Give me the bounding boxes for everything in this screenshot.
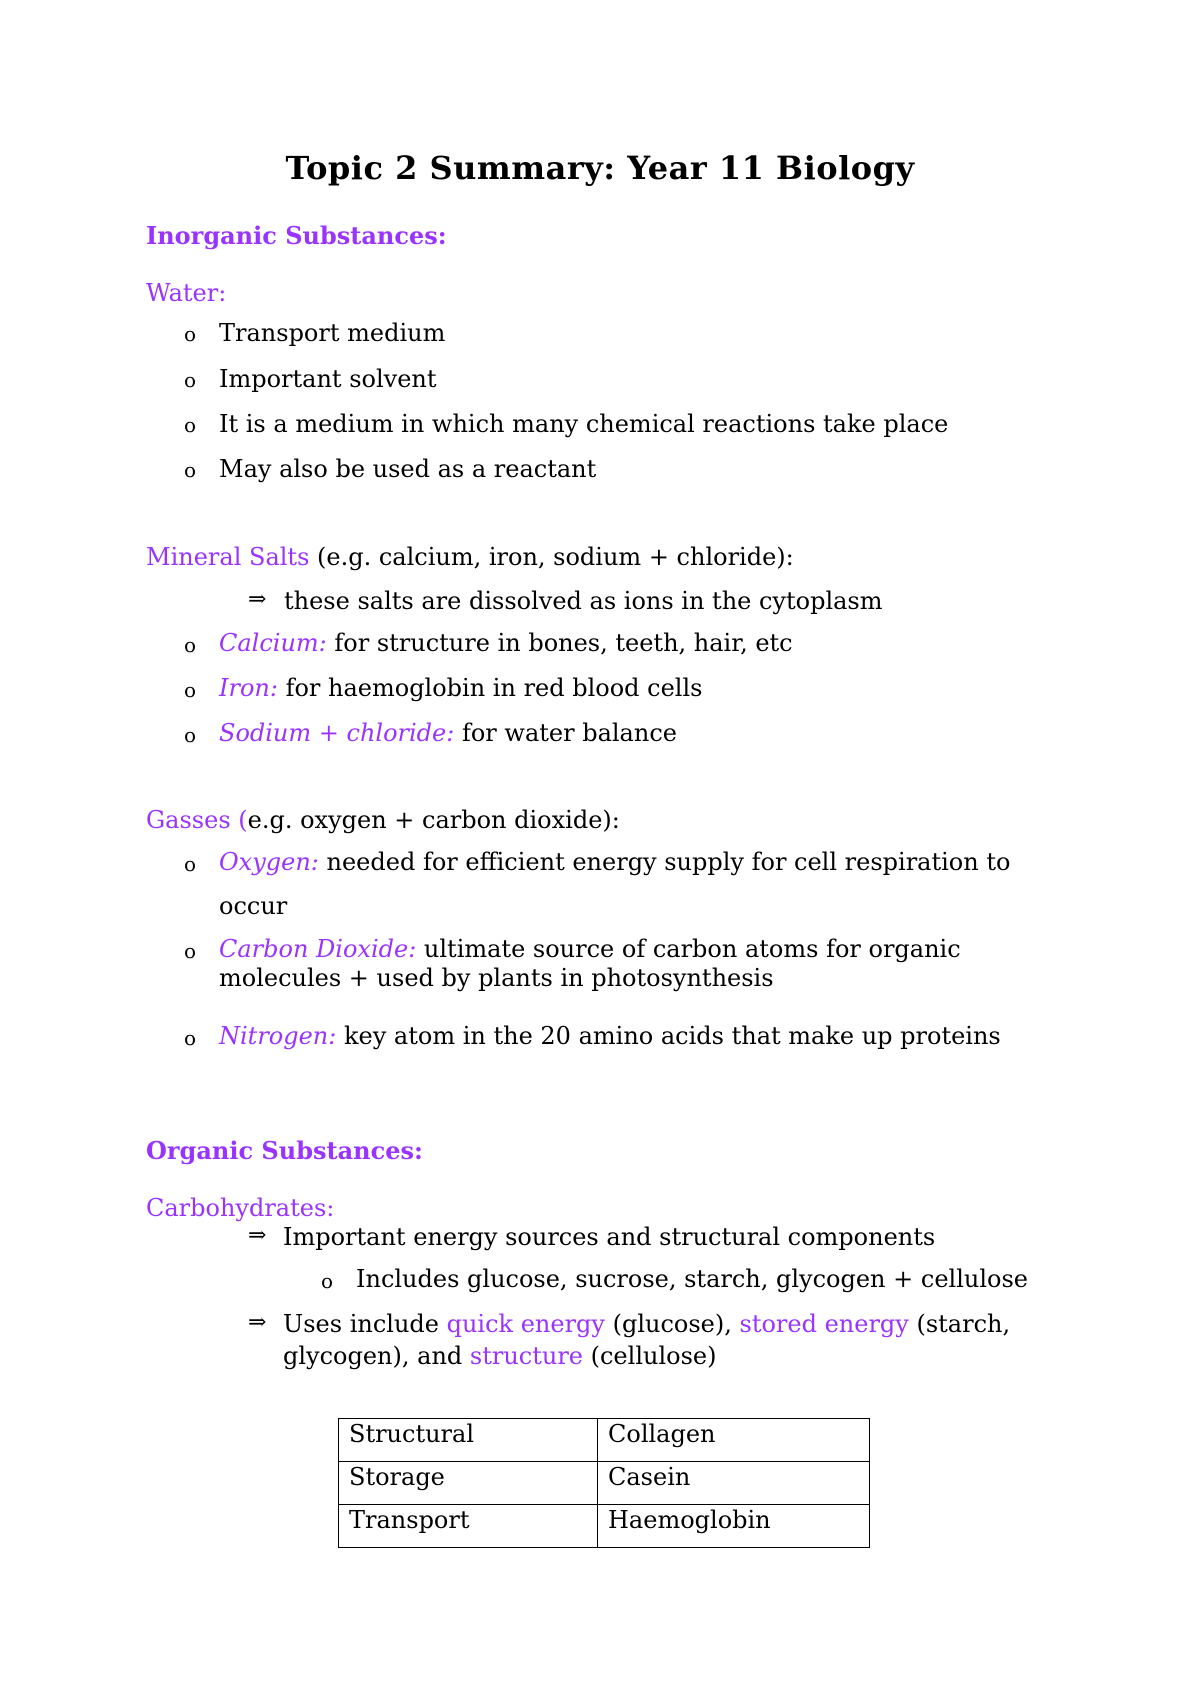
list-item: May also be used as a reactant [219, 455, 597, 483]
text: Uses include [283, 1310, 447, 1338]
table-row [339, 1505, 870, 1548]
definition: key atom in the 20 amino acids that make up proteins [336, 1022, 1001, 1050]
minerals-heading-line [146, 542, 794, 572]
page-title: Topic 2 Summary: Year 11 Biology [285, 149, 915, 187]
highlight: structure [469, 1342, 583, 1370]
term: Nitrogen: [219, 1022, 337, 1050]
carbohydrates-label: Carbohydrates: [146, 1194, 335, 1222]
text: (starch, [908, 1310, 1011, 1338]
arrow-icon: ⇒ [248, 1223, 267, 1248]
arrow-icon: ⇒ [248, 587, 267, 612]
definition: ultimate source of carbon atoms for organic [416, 935, 961, 963]
highlight: stored energy [739, 1310, 909, 1338]
list-item [219, 1021, 1001, 1051]
table-row [339, 1462, 870, 1505]
carbs-note-2 [283, 1309, 1010, 1339]
organic-heading: Organic Substances: [146, 1136, 423, 1165]
definition: for water balance [454, 719, 677, 747]
bullet-icon: o [183, 368, 197, 392]
bullet-icon: o [183, 322, 197, 346]
minerals-label: Mineral Salts [146, 543, 310, 571]
term: Sodium + chloride: [219, 719, 455, 747]
table-cell: Transport [339, 1505, 598, 1548]
bullet-icon: o [183, 852, 197, 876]
list-item: Transport medium [219, 319, 446, 347]
term: Oxygen: [219, 848, 319, 876]
definition: for structure in bones, teeth, hair, etc [326, 629, 793, 657]
bullet-icon: o [183, 413, 197, 437]
definition: for haemoglobin in red blood cells [277, 674, 703, 702]
list-item-continuation: occur [219, 892, 288, 920]
carbs-sub-item: Includes glucose, sucrose, starch, glycogen + cellulose [356, 1265, 1028, 1293]
list-item [219, 673, 702, 703]
bullet-icon: o [183, 633, 197, 657]
carbs-note-1: Important energy sources and structural components [283, 1223, 936, 1251]
bullet-icon: o [183, 723, 197, 747]
minerals-suffix: (e.g. calcium, iron, sodium + chloride): [309, 543, 794, 571]
list-item [219, 718, 677, 748]
list-item: Important solvent [219, 365, 437, 393]
protein-function-table [338, 1418, 870, 1548]
list-item: It is a medium in which many chemical reactions take place [219, 410, 949, 438]
bullet-icon: o [183, 939, 197, 963]
text: (cellulose) [583, 1342, 717, 1370]
table-cell: Storage [339, 1462, 598, 1505]
bullet-icon: o [320, 1269, 334, 1293]
bullet-icon: o [183, 1026, 197, 1050]
gasses-suffix: e.g. oxygen + carbon dioxide): [247, 806, 620, 834]
text: glycogen), and [283, 1342, 470, 1370]
term: Carbon Dioxide: [219, 935, 417, 963]
minerals-note: these salts are dissolved as ions in the cytoplasm [284, 587, 883, 615]
table-row [339, 1419, 870, 1462]
gasses-heading-line [146, 805, 620, 835]
table-cell: Haemoglobin [598, 1505, 870, 1548]
bullet-icon: o [183, 458, 197, 482]
gasses-label: Gasses ( [146, 806, 248, 834]
table-cell: Casein [598, 1462, 870, 1505]
table-cell: Collagen [598, 1419, 870, 1462]
list-item-continuation: molecules + used by plants in photosynthesis [219, 964, 774, 992]
list-item [219, 934, 961, 964]
term: Calcium: [219, 629, 327, 657]
list-item [219, 628, 793, 658]
term: Iron: [219, 674, 278, 702]
arrow-icon: ⇒ [248, 1310, 267, 1335]
table-cell: Structural [339, 1419, 598, 1462]
bullet-icon: o [183, 678, 197, 702]
text: (glucose), [604, 1310, 740, 1338]
list-item [219, 847, 1010, 877]
water-label: Water: [146, 279, 227, 307]
highlight: quick energy [446, 1310, 605, 1338]
carbs-note-2-continuation [283, 1341, 716, 1371]
inorganic-heading: Inorganic Substances: [146, 221, 447, 250]
definition: needed for efficient energy supply for cell respiration to [318, 848, 1011, 876]
